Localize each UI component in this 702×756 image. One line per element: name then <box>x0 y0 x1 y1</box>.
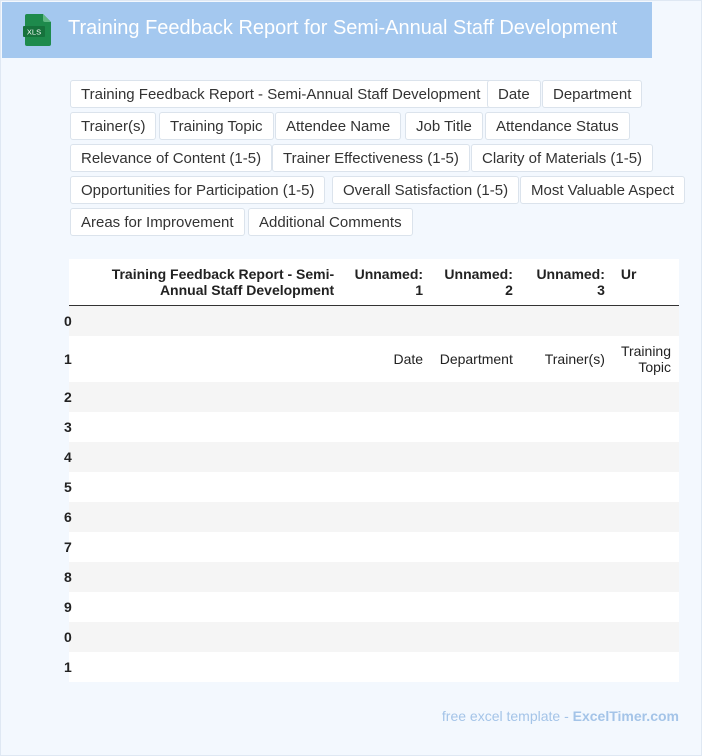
table-cell[interactable] <box>521 562 613 592</box>
table-cell[interactable] <box>82 592 342 622</box>
row-index: 7 <box>64 538 72 555</box>
table-cell[interactable] <box>521 306 613 336</box>
table-cell[interactable] <box>613 592 679 622</box>
table-cell[interactable] <box>82 306 342 336</box>
column-chip[interactable]: Most Valuable Aspect <box>520 176 685 204</box>
column-header[interactable]: Unnamed: 1 <box>354 266 424 298</box>
table-cell[interactable] <box>431 382 521 412</box>
footer <box>442 708 679 724</box>
table-cell[interactable] <box>431 472 521 502</box>
header-bar <box>2 2 652 58</box>
index-header <box>69 259 82 306</box>
table-cell[interactable] <box>431 532 521 562</box>
column-chip[interactable]: Areas for Improvement <box>70 208 245 236</box>
footer-brand-link[interactable]: ExcelTimer.com <box>572 708 679 724</box>
column-chip[interactable]: Clarity of Materials (1-5) <box>471 144 653 172</box>
table-cell[interactable] <box>431 502 521 532</box>
row-index: 2 <box>64 388 72 405</box>
table-cell[interactable] <box>613 306 679 336</box>
column-chip[interactable]: Opportunities for Participation (1-5) <box>70 176 325 204</box>
table-cell[interactable] <box>82 652 342 682</box>
table-row <box>69 592 679 622</box>
xls-file-icon <box>23 14 53 46</box>
table-cell[interactable] <box>431 652 521 682</box>
column-header[interactable]: Training Feedback Report - Semi-Annual Staff Development <box>111 266 335 298</box>
table-row <box>69 306 679 336</box>
table-cell[interactable] <box>521 622 613 652</box>
table-cell[interactable] <box>82 382 342 412</box>
table-cell[interactable] <box>82 412 342 442</box>
table-cell[interactable] <box>431 306 521 336</box>
data-table <box>64 259 679 682</box>
table-cell[interactable] <box>521 472 613 502</box>
column-chip[interactable]: Relevance of Content (1-5) <box>70 144 272 172</box>
table-cell[interactable] <box>521 592 613 622</box>
table-cell[interactable] <box>613 622 679 652</box>
row-index: 4 <box>64 448 72 465</box>
table-cell[interactable] <box>613 472 679 502</box>
column-chip[interactable]: Training Topic <box>159 112 274 140</box>
column-chip[interactable]: Department <box>542 80 642 108</box>
row-index: 1 <box>64 350 72 367</box>
row-index: 9 <box>64 598 72 615</box>
table-cell[interactable] <box>521 442 613 472</box>
table-cell[interactable] <box>521 652 613 682</box>
table-cell[interactable] <box>613 652 679 682</box>
column-header[interactable]: Unnamed: 2 <box>444 266 513 298</box>
table-cell[interactable] <box>342 472 431 502</box>
table-cell[interactable] <box>431 562 521 592</box>
row-index: 1 <box>64 658 72 675</box>
column-chip[interactable]: Trainer(s) <box>70 112 156 140</box>
table-cell[interactable] <box>82 502 342 532</box>
table-cell[interactable] <box>431 592 521 622</box>
table-row <box>69 562 679 592</box>
table-cell[interactable] <box>82 336 342 382</box>
table-row <box>69 652 679 682</box>
table-cell[interactable] <box>521 502 613 532</box>
column-header[interactable]: Unnamed: 3 <box>536 266 605 298</box>
table-cell[interactable] <box>431 412 521 442</box>
table-cell[interactable]: Trainer(s) <box>544 350 605 367</box>
table-cell[interactable] <box>342 532 431 562</box>
row-index: 3 <box>64 418 72 435</box>
table-cell[interactable] <box>342 592 431 622</box>
table-cell[interactable] <box>613 412 679 442</box>
page-title: Training Feedback Report for Semi-Annual Staff Development <box>68 17 618 39</box>
table-cell[interactable]: Date <box>393 350 424 367</box>
table-cell[interactable] <box>342 502 431 532</box>
data-table-container[interactable] <box>64 259 679 682</box>
table-cell[interactable] <box>613 562 679 592</box>
column-chip[interactable]: Training Feedback Report - Semi-Annual Staff Development <box>70 80 491 108</box>
table-cell[interactable] <box>613 532 679 562</box>
column-chip[interactable]: Date <box>487 80 541 108</box>
table-cell[interactable] <box>613 502 679 532</box>
table-cell[interactable] <box>82 532 342 562</box>
column-chip[interactable]: Attendance Status <box>485 112 630 140</box>
table-row <box>69 502 679 532</box>
table-cell[interactable] <box>82 562 342 592</box>
table-row <box>69 442 679 472</box>
table-cell[interactable] <box>342 306 431 336</box>
table-row <box>69 532 679 562</box>
table-cell[interactable] <box>82 622 342 652</box>
table-cell[interactable] <box>82 472 342 502</box>
table-row <box>69 472 679 502</box>
table-cell[interactable] <box>613 442 679 472</box>
row-index: 0 <box>64 312 72 329</box>
table-cell[interactable] <box>431 622 521 652</box>
table-cell[interactable] <box>521 382 613 412</box>
column-chip[interactable]: Overall Satisfaction (1-5) <box>332 176 519 204</box>
table-cell[interactable] <box>613 382 679 412</box>
table-cell[interactable] <box>342 412 431 442</box>
table-row <box>69 382 679 412</box>
column-chip[interactable]: Job Title <box>405 112 483 140</box>
table-header-row <box>69 259 679 306</box>
table-cell[interactable] <box>82 442 342 472</box>
table-cell[interactable] <box>521 412 613 442</box>
table-cell[interactable] <box>342 442 431 472</box>
table-row <box>69 412 679 442</box>
table-cell[interactable]: Training Topic <box>620 342 671 375</box>
table-row <box>69 622 679 652</box>
table-cell[interactable] <box>342 382 431 412</box>
table-cell[interactable] <box>431 442 521 472</box>
column-chip[interactable]: Attendee Name <box>275 112 401 140</box>
table-row <box>69 336 679 382</box>
svg-text:XLS: XLS <box>26 27 42 37</box>
column-chip[interactable]: Additional Comments <box>248 208 413 236</box>
row-index: 5 <box>64 478 72 495</box>
column-header[interactable]: Ur <box>620 266 637 282</box>
table-cell[interactable] <box>521 532 613 562</box>
table-cell[interactable] <box>342 652 431 682</box>
table-cell[interactable] <box>342 562 431 592</box>
row-index: 8 <box>64 568 72 585</box>
table-cell[interactable]: Department <box>439 350 513 367</box>
column-chip[interactable]: Trainer Effectiveness (1-5) <box>272 144 470 172</box>
row-index: 6 <box>64 508 72 525</box>
table-cell[interactable] <box>342 622 431 652</box>
row-index: 0 <box>64 628 72 645</box>
footer-text: free excel template - <box>441 708 569 724</box>
